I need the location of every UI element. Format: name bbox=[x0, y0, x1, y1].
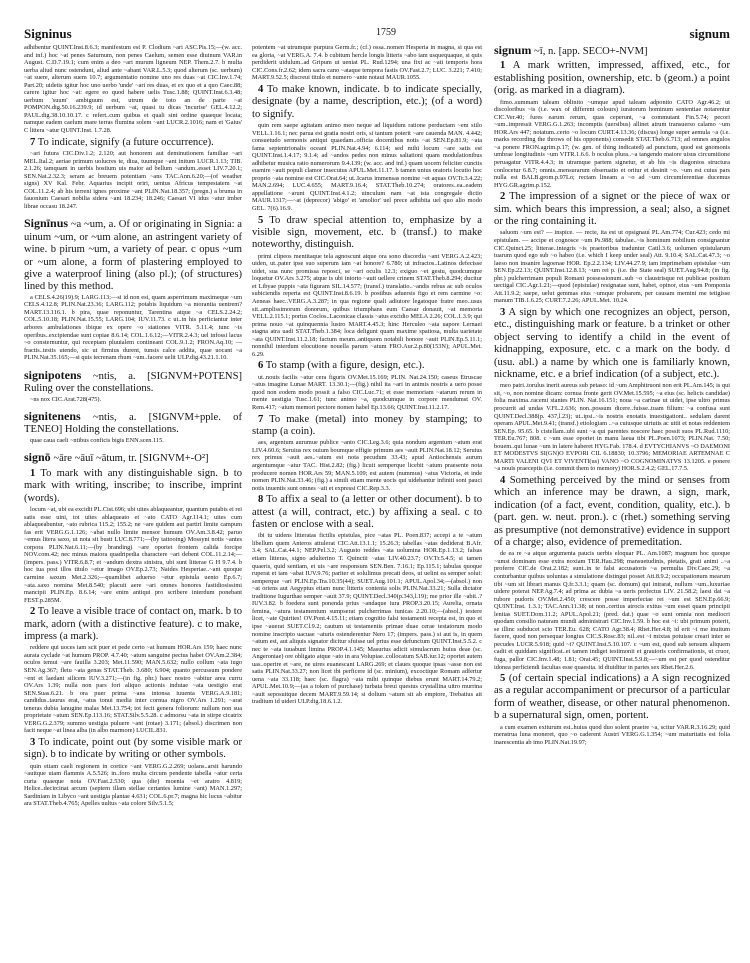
sense-text: To mark with any distinguishable sign. b to mark with writing, inscribe; to inscribe, imprint (words). bbox=[24, 467, 242, 504]
sense-text: To draw special attention to, emphasize by a visible sign, movement, etc. b (transf.) to make noteworthy, distinguish. bbox=[252, 214, 482, 251]
headword: signō bbox=[24, 450, 51, 465]
sense-text: To stamp (with a figure, design, etc.). bbox=[265, 360, 425, 372]
running-head bbox=[24, 26, 730, 42]
sense-number: 3 bbox=[500, 306, 506, 318]
sense-4-citations: quin rem saepe agitatam animo meo neque ad liquidum ratione perductam ~em stilo VELL.1.16.1; nec parua est gratia nostri oris, si tantum poterit ~are cauenda MAN. 4.442; consuetudo sermonis antiqui quaedam..officia docentibus notis ~at SEN.Ep.81.9; ~ata fama septentrionalis oceani PLIN.Nat.4.94; 6.114; sed mihi locum ~are satis est QUINT.Inst.1.4.17; 9.1.4; ad ~andos pedes non minus saltationi quam modulationibus adhibetur musica ratio numerorum 9.4.139; (w. acc. and inf.) quam uocem feliciter cunctis euenire ~auit populi clamor insecutus APUL.Met.11.17. b tamen unius oratoris locutio hoc proprio ~ata nomine est CIC.Orat.64; ut..Icarus immensas nomine ~et aquas OV.Tr.3.4.22; MAN.2.694; LUC.4.655; MART.9.16.4; STAT.Theb.10.274; oratores..ea..eadem appellatione ~arunt QUINT.Inst.4.1.2; uinculum nam ~at ista congregale dictio MAUR.1317;—~at (deprecor) 'abigo' et 'amolior' uel prece adhibita uel quo alio modo GEL. 7(6).16.9. bbox=[252, 121, 482, 212]
entry-definition: ~ntis, a. [SIGNVM+pple. of TENEO] Holding the constellations. bbox=[24, 412, 242, 436]
entry-etymology: ~āre ~āuī ~ātum, tr. [SIGNVM+-O²] bbox=[53, 453, 209, 465]
sense-number: 1 bbox=[500, 60, 506, 72]
sense-text: To leave a visible trace of contact on, mark. b to mark, adorn (with a distinctive feature). c to make, impress (a mark). bbox=[24, 606, 242, 642]
page-number: 1759 bbox=[376, 27, 396, 38]
headword: signum bbox=[494, 43, 532, 57]
sense-6-definition bbox=[252, 360, 482, 372]
sense-text: A mark written, impressed, affixed, etc., for establishing position, ownership, etc. b (geom.) a point (orig. as marked in a diagram). bbox=[494, 60, 730, 97]
sense-text: (of certain special indications) a A sign recognized as a regular accompaniment or precursor of a particular form of weather, disease, or other natural phenomenon. b a supernatural sign, omen, portent. bbox=[494, 673, 730, 722]
sense-number: 7 bbox=[30, 136, 36, 148]
sense-7-definition bbox=[24, 137, 242, 149]
citations-continued: adhibentur QUINT.Inst.8.6.3; manifestum est P. Clodium ~ari ASC.Pis.15;—(w. acc. and inf.) hoc ~at penes Saturnum, non penes Caelum, semen esse diuinum VAR.in August. C.D.7.19.1; cum enim a deo ~ari murum ligneum NEP. Them.2.7. b multa uerba aliud nunc ostendunt, aliud ante ~abant VAR.L.5.3; quod alterum (sc. uerbum) ~at suere, alterum suem 10.7; argumentatio nomine uno res duas ~at CIC.Inv.1.74; Part.20; uidetis igitur hoc uno uerbo 'unde' ~ari res duas, et ex quo et a quo Caec.88; carere igitur hoc ~at: egere eo quod habere uelis Tusc.1.88; QUINT.Inst.6.3.48; uerbum 'suum' ambiguum est, utrum de toto an de parte ~at POMPON.dig.50.16.239.9; id uerbum ~at, quasi tu dicas 'incurise' GEL.4.12.2; PAUL.dig.38.10.10.17. c refert..cum quibus et quali sint ordine quaeque locata; namque eadem caelum mare terras flumina solem ~ant LUCR.2.1016; nam et 'Gaius' C littera ~atur QUINT.Inst. 1.7.28. bbox=[24, 44, 242, 135]
sense-7-definition bbox=[252, 414, 482, 439]
sense-text: To indicate, point out (by some visible mark or sign). b to indicate by writing or other symbols. bbox=[24, 736, 242, 761]
sense-number: 2 bbox=[500, 191, 506, 203]
entry-signum-head bbox=[494, 44, 730, 58]
sense-text: To indicate, signify (a future occurrence). bbox=[37, 136, 214, 148]
sense-text: To make known, indicate. b to indicate specially, designate (by a name, description, etc.); (of a word) to signify. bbox=[252, 83, 482, 120]
entry-definition: ~a ~um, a. Of or originating in Signia: a uinum ~um, or ~um alone, an astringent variety of wine. b pirum ~um, a variety of pear. c opus ~um or ~um alone, a form of plastering employed to give a waterproof lining (also pl.); (of structures) lined by this method. bbox=[24, 219, 242, 293]
sense-number: 2 bbox=[30, 606, 36, 618]
entry-definition: ~ntis, a. [SIGNVM+POTENS] Ruling over the constellations. bbox=[24, 370, 242, 395]
sense-2-citations: saluom ~um est? — inspice. — recte, ita est ut opsignauí PL.Am.774; Cur.423; cedo mi epistulam. — accipe et cognosce ~um Ps.988; tabulae..~is hominum nobilium consignantur CIC.Quinct.25; litterae..integris ~is praetoribus traduntur Catil.3.6; uolumen epistularum tuarum quod ego sub ~o habeo (i.e. which I keep under seal) Att. 9.10.4; SAL.Cat.47.3; ~o laeso non insanire lagoenae HOR. Ep.2.2.134; LIV.44.27.9; iam imprimebam epistulae ~um SEN.Ep.22.13; QUINT.Inst.12.8.13; ~um rei p. (i.e. the State seal) SUET.Aug.94.8; (in fig. phr.) pulcherrimam populi Romani possessionum..sub ~o claustrisque rei publicae positum uectigal CIC.Agr.1.21;—quod (epistulae) resignatae sunt, habet, opinor, eius ~um Pomponia Att.11.9.2; saepe, uelut gemmas eius ~umque probarem, per causam memini me tetigisse manum TIB.1.6.25; CURT.7.2.26; APUL.Met. 10.24. bbox=[494, 229, 730, 305]
column-left bbox=[24, 44, 242, 808]
sense-8-citations: ibi tu uidens litteratas fictilis epistulas, pice ~atas PL. Poen.837; accepi a te ~atum libellum quem Anteros attulerat CIC.Att.13.1.1; 15.26.3; tabellas ~atas dediderat B.Afr. 3.4; SAL.Cat.44.1; NEP.Pel.3.2; Augusto reddes ~ata uolumina HOR.Ep.1.13.2; falsas etiam litteras, signo adulterino T. Quinctii ~atas LIV.40.23.7; OV.Tr.5.4.5; si tamen quaeris, quid sentiam, et uis ~are responsum SEN.Ben. 7.16.1; Ep.115.1; tabulas quoque ruperat et iam ~abat IUV.9.76; pariter et solulimus precati deos, ut uelint ea semper solui: semperque ~ari PLIN.Ep.Tra.10.35(44); SUET.Aug.101.1; APUL.Apol.34;—(absol.) non ~at oriens aut Aegyptus etiam nunc litteris contenta solis PLIN.Nat.33.21; Sulla dictator traditione Iugurthae semper ~auit 37.9; QUINT.Decl.340(p.343,l.19); me prior ille ~abit..? IUV.3.82. b foedera sunt ponenda prius ~andaque iura PROP.3.20.15; Aurelia, ornata femina, ~atura testamentum sumpserat pulcherrimas tunicas 2.20.10;—(absol.) testere licet, ~ate Quirites! OV.Pont.4.15.11; etiam cognitio falsi testamenti recepta est, in quo et ipse ~auerat SUET.Cl.9.2; cautum ut testamentis primae duae cerae testatorum modo nomine inscripto uacuae ~aturis ostenderentur Nero 17; (impers. pass.) si aut is, in quem ~atum est, aut aliquis signator dicitur sfuisse uel prius esse defunctum QUINT.Inst.5.5.2. c nec te ~ata iuuabunt limina PROP.4.1.145; Masurius adicit simulacrum huius deae (sc. Angeroniae) ore obligato atque ~ato in ara Volupiae..collocatum SAB.iur.12; oportet autem uas..operire et ~are, ne uires euanescant LARG.269; et claues quoque ipsas ~asse non est satis PLIN.Nat.33.27; non licet ibi perficere id (sc. minium), excoctique Romam adfertur uena ~ata 33.118; haec (sc. flagra) ~ata mihi quinque diebus erunt MART.14.79.2; APUL.Met.10.9;—(as a token of purchase) turbata breui questus crystallina uitro murrina ~auit seposuitque decem MART.9.59.14; si dolium ~atum sit ab emptore, Trebatius ait traditum id uideri ULP.dig.18.6.1.2. bbox=[252, 532, 482, 706]
signo-sense-1-citations: locum ~at, ubi ea excidit PL.Cist.696; ubi uites ablaqueantur, quantum putabis ei rei satis esse uini, tot uites ablaqueato et ~ato CATO Agr.114.1; uites cum ablaqueabuntur, ~ato rubrica 115.2; 155.2; ne ~are quidem aut partiri limite campum fas erit VERG.G.1.126; ~abat nullo limite mensor humum OV.Am.3.8.42; paruo ~emus litera saxo, ut nota sit busti LUC.8.771;—(by tattooing) Mossyni notis ~antes corpora PLIN.Nat.6.11;—(by branding) ~are oportet frontem calida forcipe NOV.com.42; nec minus maiora quadripedia charactere ~ari debent COL.11.2.14;—(impers. pass.) VITR.6.8.7; et ~andum dextra sinistra, ubi sunt litterae G H 9.7.4. b hoc tua post illos titulo ~etur imago OV.Ep.2.73; Naides Hesperiae..~ant quoque carmine saxum Met.2.326;—quamlibet aduerso ~etur epistula uento Ep.6.7; ~ata..saxo nomina Met.8.540; placuit aere ~ari omnes honores fastidiosissimi mancipii PLIN.Ep. 8.6.14; ~are enim antiqui pro scribere interdum ponebant FEST.p.285M. bbox=[24, 506, 242, 604]
sense-7-citations: aes, argentum aurumue publice ~anto CIC.Leg.3.6; quia nondum argentum ~atum erat LIV.4.60.6; Seruius rex ouium boumque effigie primum aes ~auit PLIN.Nat.18.12; Seruius rex primus ~auit aes..~atum est nota pecudum 33.43; apud Antiochensis aurum argentumque ~atur TAC. Hist.2.82; (fig.) licuit semperque licebit ~atum praesente nota producere nomen HOR.Ars 59; MAN.5.109; est autem (nummus) ~atus Victoria, et inde nomen PLIN.Nat.33.46; (fig.) a simili etiam mente uocis qui uidebantur infiniti soni pauci notis inuentis sunt omnes ~ati et expressi CIC.Rep.3.3. bbox=[252, 439, 482, 492]
entry-signitenens-head bbox=[24, 410, 242, 437]
sense-3-citations: meo patri..torulus inerit aureus sub petaso: id ~um Amphitruoni non erit PL.Am.145; is qui sit, ~o, non nomine dicam: cornua fronte gerit OV.Met.15.595; ~a eius (sc. helicis candidae) folia maxima..racemi stantes PLIN. Nat.16.151; noua ~a carinae ut uidet, ipse ultro primus procurrit ad undas V.FL.2.636; non..possum dicere..fuisse..tuam filium: ~a confusa sunt QUINT.Decl.388(p. 437,l.23); ut..ipsi..~is nostris enotatis inuestigationi.. sedulam darent operam APUL.Met.9.41; (transf.) etiologiam ..~a cuiusque uirtutis ac uitii et notas reddentem SEN.Ep. 95.65. b cistellam..ubi sunt ~a qui parentes noscere haec possit suos PL.Rud.1110; TER.Eu.767; 808. c ~um esse oportet in manu laeua tibi PL.Poen.1073; PLIN.Nat. 7.50; bouem..qui lunae ~um in latere haberet HYG.Fab. 178.4. d EVTYCHIANVS ~O DAEMONI ET MODESTVS SI(GN)O EVPORI CIL 6.18830; 10.3796; MEMORIAE ARTEMNAE C MARTI VALENI QVI ET VIVENTI(us) VANO ~O COGNOMINATVS 13.1205. e ponere ~a nouis praeceptis (i.e. commit them to memory) HOR.S.2.4.2; GEL.17.7.5. bbox=[494, 382, 730, 473]
sense-text: Something perceived by the mind or senses from which an inference may be drawn, a sign, mark, indication (of a fact, event, condition, quality, etc.). b (part. gen. w. neut. pron.). c (rhet.) something serving as presumptive (not demonstrative) evidence in support of a charge; also, evidence of premeditation. bbox=[494, 474, 730, 548]
running-head-first-word: Signinus bbox=[24, 26, 72, 41]
headword: signipotens bbox=[24, 367, 82, 382]
signo-sense-3-definition bbox=[24, 737, 242, 762]
sense-number: 8 bbox=[258, 494, 264, 506]
sense-5-citations: a cum examen exiturum est..huius quod duo solent praeire ~a, scitur VAR.R.3.16.29; quid menstrua luna moneret, quo ~o caderent Austri VERG.G.1.354; ~um maturitatis est folia inarescentia ab imo PLIN.Nat.19.97; bbox=[494, 723, 730, 746]
sense-text: A sign by which one recognizes an object, person, etc., distinguishing mark or feature. b a trinket or other object serving to identify a child in the event of kidnapping, exposure, etc. c a mark on the body. d (usu. abl.) a name by which one is familiarly known, nickname, etc. e a brief indication (of a subject, etc.). bbox=[494, 306, 730, 380]
sense-number: 1 bbox=[30, 467, 36, 479]
sense-6-citations: ut..nouis facilis ~atur cera figuris OV.Met.15.169; PLIN. Nat.24.150; caseus Etruscae ~atus imagine Lunae MART. 13.30.1;—(fig.) nihil ita ~ari in animis nostris a uero posse quod non eodem modo possit a falso CIC.Luc.71; et esse memoriam ~atarum rerum in mente uestigia Tusc.1.61; tunc animo ~a, quodcumque in corpore mendumst OV. Rem.417; ~atum memori pectore nomen habel Ep.13.66; QUINT.Inst.11.2.17. bbox=[252, 373, 482, 411]
entry-signo-head bbox=[24, 451, 242, 465]
sense-number: 7 bbox=[258, 413, 264, 425]
sense-number: 3 bbox=[30, 736, 36, 748]
citations-continued: potentem ~at utrumque purpura Germ.fr.; (cf.) ossa..nomen Hesperia in magna, si qua est ea gloria, ~at VERG.A. 7.4. b cubitum hercle longis litteris ~abo iam usquequaque, si quis perdiderit uidulum..ad Gripum ut ueniat PL. Rud.1294; una fixi ac ~ati temporis hora CIC.Cons.fr.2.62; idem sacra cano ~ataque tempora fastis OV.Fast.2.7; LUC. 3.221; 7.410; MART.9.52.5; discreui titulo et numero ~ante notaui MAUR.1055. bbox=[252, 44, 482, 82]
sense-3-definition bbox=[494, 307, 730, 381]
sense-4-definition bbox=[494, 475, 730, 549]
sense-5-definition bbox=[494, 673, 730, 723]
sense-7-citations: ~ari futura CIC.Div.1.2; 2.120; aut honorem aut deminutionem familiae ~ari MEL.Ital.2; aeriae primum uolucres te, diua, tuumque ~ant initum LUCR.1.13; TIB. 2.1.26; tamquam in uerbis hostium uis maior ad bellum ~andum..esset LIV.7.20.1; SEN.Nat.2.32.3; seram ac breuem potentiam ~ans TAC.Ann.6.20;—(of weather signs) XV Kal. Febr. Aquarius incipit oriri, uentus Africus tempestatem ~at COL.11.2.4; ab his terreni ignes proxime ~ant PLIN.Nat.18.357; (pregn.) a bruma in fauonium Caesari nobilia sidera ~ant 18.234; 18.246; Caesari VI idus ~atur imber librae occasu 18.247. bbox=[24, 149, 242, 210]
column-middle bbox=[252, 44, 482, 706]
sense-1-definition bbox=[494, 60, 730, 97]
sense-5-citations: primi clipeos mentitaque tela agnoscunt atque ora sono discordia ~ant VERG.A.2.423; uiden, ut..pater ipse suo superum iam ~at honore? 6.780; ut infractos..Latinos defecisse uidet, sua nunc promissa reposci, se ~ari oculis 12.3; exiguo ~et gestu, quodcumque loquetur OV.Ars 3.275; atque is ubi intorto ~auit uellere crinem STAT.Theb.8.294; ducitur et Libyae puppis ~ata figuram SIL.14.577; (transf.) translatio..~andis rebus ac sub oculos subiciendis reperta est QUINT.Inst.8.6.19. b postibus aduersis figo et rem carmine ~o: Aeneas haec..VERG.A.3.287; in qua regione quali adiutore legatoque fratre meo..usus sit..amplissimorum donorum, quibus triumphans eum Caesar donauit, ~at memoria VELL.2.115.1; portus Coclos..Laconicae classis ~atus excidio MELA 2.26; COL.1.3.9; qui prima nouo ~at quinquennia lustro MART.4.45.3; hinc Herculeo ~ata uapore Lernaei stagna atra uadi STAT.Theb.1.384; loca deligunt quam maxime spatiosa, multa uarietate ~ata QUINT.Inst.11.2.18; factum meum..antiquom notabili honore ~auit PLIN.Ep.5.11.1; nonnihil interdum elocutione nouella parum ~atum FRO.Aur.2.p.80(153N); APUL.Met. 6.29. bbox=[252, 252, 482, 358]
sense-2-definition bbox=[494, 191, 730, 228]
headword: Signīnus bbox=[24, 216, 69, 231]
entry-etymology: ~ī, n. [app. SECO+-NVM] bbox=[534, 46, 648, 57]
signo-sense-2-definition bbox=[24, 606, 242, 643]
sense-number: 4 bbox=[500, 474, 506, 486]
sense-number: 4 bbox=[258, 83, 264, 95]
sense-4-citations: de ea re ~a atque argumenta paucis uerbis eloquar PL. Am.1087; magnum hoc quoque ~umst dominam esse extra noxiam TER.Hau.298; mansuetudinis, pietatis, grati animi ..~a proferre CIC.de Orat.2.182; sunt..in te falsi accusatoris ~a permulta Div.Caec.29; ~a conturbantur quibus uoluntas a simulatione distingui posset Att.8.9.2; occupationum mearum tibi ~um sit librari manus Q.fr.3.3.1; quam (sc. domum) qui intrarat, nullum ~um..luxuriae uidere poterat NEP.Ag.7.4; ad prima ac dubia ~a ueris profectus LIV. 21.58.2; laesi dat ~a rubore pudoris OV.Met.2.450; crescere posse imperfectae rei ~um est SEN.Ep.66.9; QUINT.Inst. 1.3.1; TAC.Ann.11.38; ut non..certius atrocis exitus ~um esset quam principii lenitas SUET.Dom.11.2; APUL.Apol.21; (pred. dat.) quae ~o sunt omnia non mediocri quodam consilio naturam mundi administrari CIC.Inv.1.59. b hoc est ~i: ubi primum poterit, se illinc subducet scio TER.Eu. 628; CATO Agr.38.4; Rhet.Her.4.8; id erit ~i me inuitum facere, quod non persequar longius CIC.S.Rosc.83; nil..est ~i mixtas potuisse creari inter se pecudes LUCR.5.918; quid ~i? QUINT.Inst.5.10.107. c ~um est, quod sub sensum aliquem cadit et quiddam significat..et tamen indiget testimonii et grauioris confirmationis, ut cruor, fuga, pallor CIC.Inv.1.48; 1.81; Orat.45; QUINT.Inst.5.9.8;—~um est per quod ostenditur idonea perficiendi facultas esse quaesita. id diuiditur in partes sex Rhet.Her.2.6. bbox=[494, 550, 730, 671]
sense-text: To make (metal) into money by stamping; to stamp (a coin). bbox=[252, 413, 482, 437]
sense-number: 5 bbox=[258, 214, 264, 226]
entry-signinus-head bbox=[24, 217, 242, 293]
sense-text: The impression of a signet or the piece of wax or sim. which bears this impression, a seal; also, a signet or the ring containing it. bbox=[494, 191, 730, 227]
sense-text: To affix a seal to (a letter or other document). b to attest (a will, contract, etc.) by affixing a seal. c to fasten or enclose with a seal. bbox=[252, 494, 482, 530]
headword: signitenens bbox=[24, 409, 81, 424]
signo-sense-2-citations: reddere qui uoces iam scit puer et pede certo ~at humum HOR.Ars 159; haec nunc aurata cyclade ~at humum PROP. 4.7.40; ~atum sanguine pectus habet OV.Am.2.384; oculos temui ~are fauilla 3.203; Met.11.590; MAN.5.632; nullo collum ~ata iugo SEN.Ag.367; fletu ~ata genas STAT.Theb. 3.680; 6.904; quanto percussum pondere ~ent et laedant silicem IUV.3.271;—(in fig. phr.) haec nostro ~abitur area curru OV.Ars 1.39; nulla non pars fori aliquo actionis indutae ~ata uestigio erat SEN.Suas.6.21. b ora puer prima ~ans intonsa iuuenta VERG.A.9.181; candidus..taurus erat, ~atus tonui media inter cornua nigro OV.Ars 1.291; ~arat teneras dubia lanugine malas Met.13.754; tot fecit genera foliorum: nullum non sua proprietate ~atum SEN.Ep.113.16; STAT.Silv.5.5.28. c admorsu ~ata in stirpe cicatrix VERG.G.2.379; summo uestigia puluere ~ant (rotae) 3.171; (absol.) discrimen non facit neque ~at linea alba (in albo marmore) LUCIL.831. bbox=[24, 644, 242, 735]
sense-4-definition bbox=[252, 84, 482, 121]
entry-signitenens-citations: quae caua caeli ~ntibus conficis bigis ENN.scen.115. bbox=[30, 436, 164, 444]
entry-signipotens-head bbox=[24, 369, 242, 396]
sense-5-definition bbox=[252, 215, 482, 252]
signo-sense-1-definition bbox=[24, 468, 242, 505]
sense-1-citations: fimo..summam taleam oblinito ~umque apud taleam adponito CATO Agr.46.2; ut discoloribus ~is (i.e. wax of different colours) iuratorum hominum sententiae notarentur CIC.Ver.40; fures earum rerum, quas ceperunt, ~a commutant Fin.5.74; pecori ~um..impressit VERG.G.1.263; incomptis (uersibus) allinet atrum transuerso calamo ~um HOR.Ars 447; notatum..certo ~o locum CURT.4.13.36; (discus) longe super aemula ~a (i.e. marks recording the throws of his opponents) consedit STAT.Theb.6.713; ad omnes angulos ~a ponere FRON.agrim.p.17; (w. gen. of thing indicated) ad punctum, quod est gnomonis umbrae longitudinis ~um VITR.1.6.6. b oculus plura..~a tangendo maiore uisus circumitione peruagatur VITR.4.4.3; in utramque partem signetur, et ab his ~is diagonios structura conlocetur 6.8.7; omnis..mensurarum obseruatio et oritur et desinit ~o. ~um est cuius pars nulla est BALB.grom.p.97Lo; rectam lineam a ~o ad ~um circumferentiae ducemus HYG.GR.agrim.p.152. bbox=[494, 98, 730, 189]
sense-number: 6 bbox=[258, 360, 264, 372]
sense-8-definition bbox=[252, 494, 482, 531]
sense-number: 5 bbox=[500, 673, 506, 685]
running-head-last-word: signum bbox=[689, 26, 730, 41]
column-right bbox=[494, 44, 730, 746]
entry-signinus-citations: a CELS.4.26(19).9; LARG.113;—si id non est, quam asperrimum maximeque ~um CELS.4.12.8; PLIN.Nat.23.36; LARG.112; potabis liquidum ~a morantia uentrem? MART.13.116.1. b pira, quae reponuntur, Tarentina atque ~a CELS.2.24.2; COL.5.10.18; PLIN.Nat.15.55; LARG.104; IUV.11.73. c ut..in his perficiantur inter arbores ambulationes ibique ex opere ~o stationes VITR. 5.11.4; tunc ~is operibus..excipiendae sunt copiae 8.6.14; COL.1.6.12;—VITR.2.4.3; uel infossi lacus ~o consternuntur, qui receptam pluuialem contineant COL.9.1.2; FRON.Aq.10; —fractis..testis utendo, sic ut firmius durent, tunsis calce addita, quae uocant ~a PLIN.Nat.35.165;—si quis tecrenam rhum ~um..facere uelit ULP.dig.43.21.1.10. bbox=[24, 293, 242, 362]
entry-signipotens-citations: ~ns nox CIC.Arat.728(475). bbox=[30, 395, 102, 403]
signo-sense-3-citations: quin etiam caeli regionem in cortice ~ant VERG.G.2.269; uolans..arsit harundo ~auitque uiam flammis A.5.526; in..foro multa circum pendente tabella ~atur certa curia quaeque nota OV.Fast.2.530; qua (die) moenia ~et aratro 4.819; Helice..decircinat arcum (septem illam stellae certantes lumine ~ant) MAN.1.297; Sardiniam in Libyco ~ant uestigia plantae 4.631; COL.6.pr.7; magna hic lucus ~abitur ara STAT.Theb.4.765; Apelles uultus ~ata colore Silv.5.1.5; bbox=[24, 762, 242, 808]
